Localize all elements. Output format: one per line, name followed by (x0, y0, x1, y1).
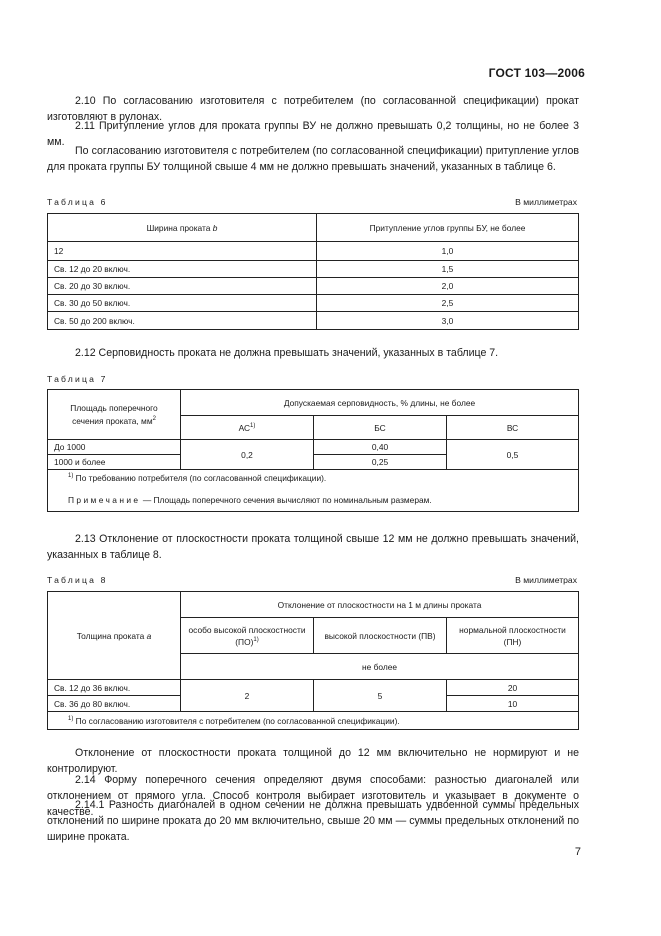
table-cell: 5 (314, 680, 447, 712)
table-cell: 12 (48, 242, 317, 261)
table-cell: До 1000 (48, 440, 181, 455)
table-7-col-ac: АС$^{1)}$ (181, 416, 314, 440)
table-7 (47, 389, 579, 512)
table-cell: 1,0 (317, 242, 579, 261)
table-7-col-vs: ВС (447, 416, 579, 440)
table-7-footnote: $^{1)}$ По требованию потребителя (по согласованной спецификации). (68, 473, 327, 483)
table-row (48, 242, 579, 261)
table-cell: 2,5 (317, 295, 579, 312)
table-cell: Св. 36 до 80 включ. (48, 696, 181, 712)
table-7-col-bs: БС (314, 416, 447, 440)
paragraph-flatness: Отклонение от плоскостности проката толщиной до 12 мм включительно не нормируют и не контролируют. (47, 747, 579, 775)
table-8 (47, 591, 579, 730)
paragraph-2-12: 2.12 Серповидность проката не должна превышать значений, указанных в таблице 7. (75, 347, 499, 359)
table-cell: 10 (447, 696, 579, 712)
table-7-note: Примечание — Площадь поперечного сечения вычисляют по номинальным размерам. (68, 495, 432, 505)
paragraph-2-14: 2.14 Форму поперечного сечения определяют двумя способами: разностью диагоналей или отклонением от прямого угла. Способ контроля выбирает изготовитель и указывает в документе о качестве. (47, 774, 579, 818)
table-row (48, 312, 579, 330)
table-row (48, 278, 579, 295)
table-cell: 0,5 (447, 440, 579, 470)
table-7-head-area: Площадь поперечного сечения проката, $мм^2$ (48, 390, 181, 440)
table-cell: 2,0 (317, 278, 579, 295)
paragraph-2-14-1: 2.14.1 Разность диагоналей в одном сечении не должна превышать удвоенной суммы предельных отклонений по ширине проката до 20 мм включительно, свыше 20 мм — суммы предельных отклонений по ширине проката. (47, 799, 579, 843)
table-8-footnote: $^{1)}$ По согласованию изготовителя с потребителем (по согласованной спецификации). (48, 712, 579, 730)
table-6-head-blunt: Притупление углов группы БУ, не более (317, 214, 579, 242)
paragraph-2-11: 2.11 Притупление углов для проката группы ВУ не должно превышать 0,2 толщины, но не более 3 мм. (47, 120, 579, 148)
table-cell: 1000 и более (48, 455, 181, 470)
table-row (48, 680, 579, 696)
table-8-not-more: не более (181, 654, 579, 680)
table-6-units: В миллиметрах (515, 197, 577, 207)
document-header: ГОСТ 103—2006 (488, 66, 585, 80)
page-number: 7 (574, 846, 581, 858)
table-7-head-allow: Допускаемая серповидность, % длины, не более (181, 390, 579, 416)
table-cell: 2 (181, 680, 314, 712)
table-row (48, 440, 579, 455)
table-7-caption: Таблица 7 (47, 374, 108, 384)
table-row (48, 295, 579, 312)
paragraph-2-11-cont: По согласованию изготовителя с потребителем (по согласованной спецификации) притупление углов для проката группы БУ толщиной свыше 4 мм не должно превышать значений, указанных в таблице 6. (47, 145, 579, 173)
table-cell: 0,25 (314, 455, 447, 470)
table-8-units: В миллиметрах (515, 575, 577, 585)
table-7-notes (48, 470, 579, 512)
table-6-head-width: Ширина проката b (48, 214, 317, 242)
table-8-col-pv: высокой плоскостности (ПВ) (314, 618, 447, 654)
table-cell: Св. 50 до 200 включ. (48, 312, 317, 330)
table-8-col-pn: нормальной плоскостности (ПН) (447, 618, 579, 654)
table-cell: 20 (447, 680, 579, 696)
table-6 (47, 213, 579, 330)
table-cell: 0,40 (314, 440, 447, 455)
table-cell: Св. 20 до 30 включ. (48, 278, 317, 295)
table-cell: 3,0 (317, 312, 579, 330)
table-8-col-po: особо высокой плоскостности (ПО)$^{1)}$ (181, 618, 314, 654)
paragraph-2-10: 2.10 По согласованию изготовителя с потребителем (по согласованной спецификации) прокат изготовляют в рулонах. (47, 95, 579, 123)
paragraph-2-13: 2.13 Отклонение от плоскостности проката толщиной свыше 12 мм не должно превышать значений, указанных в таблице 8. (47, 533, 579, 561)
table-cell: 1,5 (317, 261, 579, 278)
table-8-head-deviation: Отклонение от плоскостности на 1 м длины проката (181, 592, 579, 618)
table-6-caption: Таблица 6 (47, 197, 108, 207)
table-row (48, 261, 579, 278)
table-8-head-thickness: Толщина проката a (48, 592, 181, 680)
table-8-caption: Таблица 8 (47, 575, 108, 585)
table-cell: Св. 12 до 36 включ. (48, 680, 181, 696)
table-cell: Св. 30 до 50 включ. (48, 295, 317, 312)
table-cell: Св. 12 до 20 включ. (48, 261, 317, 278)
table-cell: 0,2 (181, 440, 314, 470)
